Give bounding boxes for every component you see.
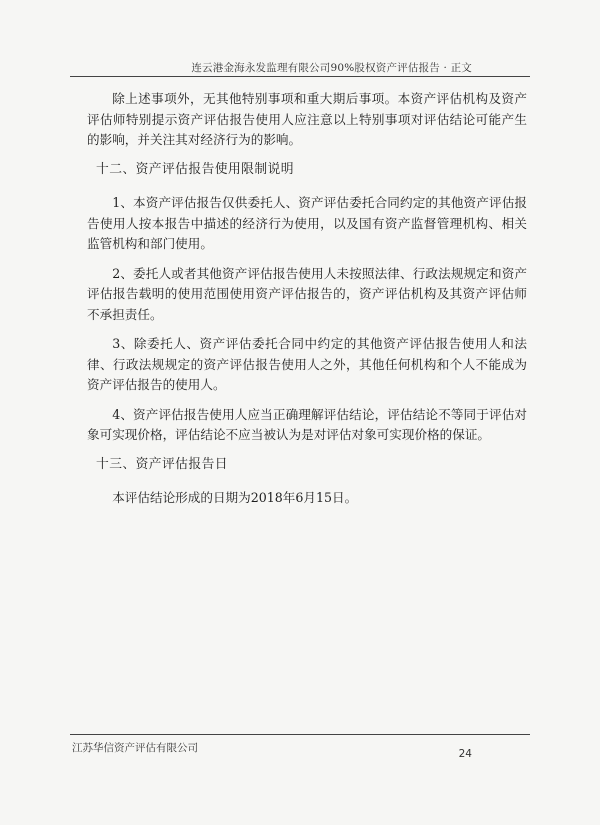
intro-paragraph: 除上述事项外，无其他特别事项和重大期后事项。本资产评估机构及资产评估师特别提示资产评估报告使用人应注意以上特别事项对评估结论可能产生的影响，并关注其对经济行为的影响。 — [87, 91, 527, 147]
page-number: 24 — [458, 748, 472, 760]
footer-divider — [70, 734, 530, 735]
section-12-item-4: 4、资产评估报告使用人应当正确理解评估结论，评估结论不等同于评估对象可实现价格，评估结论不应当被认为是对评估对象可实现价格的保证。 — [87, 406, 527, 442]
section-12-item-3: 3、除委托人、资产评估委托合同中约定的其他资产评估报告使用人和法律、行政法规规定的资产评估报告使用人之外，其他任何机构和个人不能成为资产评估报告的使用人。 — [87, 336, 527, 392]
page-body — [87, 89, 527, 518]
section-13-text: 本评估结论形成的日期为2018年6月15日。 — [112, 490, 358, 505]
footer-company: 江苏华信资产评估有限公司 — [72, 742, 198, 754]
section-12-item-2: 2、委托人或者其他资产评估报告使用人未按照法律、行政法规规定和资产评估报告载明的使用范围使用资产评估报告的，资产评估机构及其资产评估师不承担责任。 — [87, 265, 527, 322]
section-12-heading: 十二、资产评估报告使用限制说明 — [96, 161, 294, 177]
section-13-heading: 十三、资产评估报告日 — [96, 456, 228, 472]
section-12-item-1: 1、本资产评估报告仅供委托人、资产评估委托合同约定的其他资产评估报告使用人按本报告中描述的经济行为使用，以及国有资产监督管理机构、相关监管机构和部门使用。 — [87, 195, 527, 251]
header-divider — [70, 76, 530, 77]
running-header: 连云港金海永发监理有限公司90%股权资产评估报告 · 正文 — [191, 62, 472, 74]
